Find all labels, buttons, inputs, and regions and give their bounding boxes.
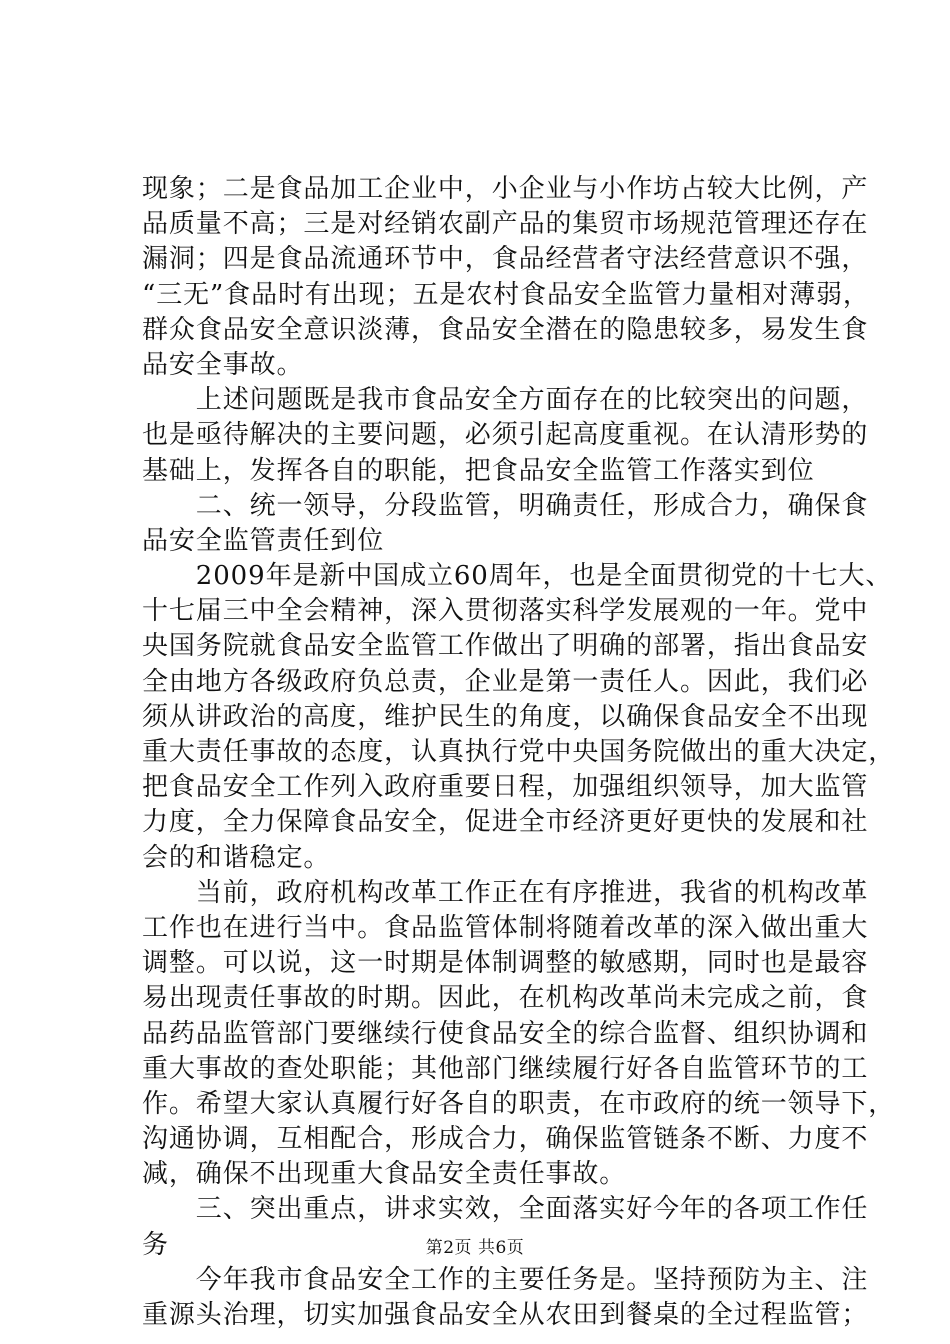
text-line: 上述问题既是我市食品安全方面存在的比较突出的问题， bbox=[142, 385, 869, 416]
text-line: 须从讲政治的高度，维护民生的角度，以确保食品安全不出现 bbox=[142, 701, 869, 732]
section-heading-line: 品安全监管责任到位 bbox=[142, 525, 385, 556]
text-line: 重源头治理，切实加强食品安全从农田到餐桌的全过程监管； bbox=[142, 1300, 869, 1330]
text-line: 央国务院就食品安全监管工作做出了明确的部署，指出食品安 bbox=[142, 631, 869, 662]
text-line: 基础上，发挥各自的职能，把食品安全监管工作落实到位 bbox=[142, 455, 815, 486]
text-line: 重大事故的查处职能；其他部门继续履行好各自监管环节的工 bbox=[142, 1053, 869, 1084]
text-line: 2009年是新中国成立60周年，也是全面贯彻党的十七大、 bbox=[142, 561, 893, 592]
text-line: 品药品监管部门要继续行使食品安全的综合监督、组织协调和 bbox=[142, 1018, 869, 1049]
section-heading-line: 二、统一领导，分段监管，明确责任，形成合力，确保食 bbox=[142, 490, 869, 521]
text-line: 漏洞；四是食品流通环节中，食品经营者守法经营意识不强， bbox=[142, 244, 869, 275]
section-heading-line: 务 bbox=[142, 1229, 169, 1260]
text-line: 十七届三中全会精神，深入贯彻落实科学发展观的一年。党中 bbox=[142, 596, 869, 627]
text-line: 也是亟待解决的主要问题，必须引起高度重视。在认清形势的 bbox=[142, 420, 869, 451]
text-line: 会的和谐稳定。 bbox=[142, 842, 331, 873]
text-line: 品质量不高；三是对经销农副产品的集贸市场规范管理还存在 bbox=[142, 209, 869, 240]
text-line: 调整。可以说，这一时期是体制调整的敏感期，同时也是最容 bbox=[142, 948, 869, 979]
text-line: 减，确保不出现重大食品安全责任事故。 bbox=[142, 1159, 627, 1190]
text-line: 沟通协调，互相配合，形成合力，确保监管链条不断、力度不 bbox=[142, 1124, 869, 1155]
text-line: 现象；二是食品加工企业中，小企业与小作坊占较大比例，产 bbox=[142, 174, 869, 204]
text-line: 把食品安全工作列入政府重要日程，加强组织领导，加大监管 bbox=[142, 772, 869, 803]
text-line: 今年我市食品安全工作的主要任务是。坚持预防为主、注 bbox=[142, 1264, 869, 1295]
text-line: 品安全事故。 bbox=[142, 349, 304, 380]
text-line: 力度，全力保障食品安全，促进全市经济更好更快的发展和社 bbox=[142, 807, 869, 838]
text-line: 易出现责任事故的时期。因此，在机构改革尚未完成之前，食 bbox=[142, 983, 869, 1014]
text-line: “三无”食品时有出现；五是农村食品安全监管力量相对薄弱， bbox=[142, 279, 870, 310]
text-line: 全由地方各级政府负总责，企业是第一责任人。因此，我们必 bbox=[142, 666, 869, 697]
section-heading-line: 三、突出重点，讲求实效，全面落实好今年的各项工作任 bbox=[142, 1194, 869, 1225]
page-number-footer: 第2页 共6页 bbox=[425, 1238, 525, 1258]
text-line: 作。希望大家认真履行好各自的职责，在市政府的统一领导下， bbox=[142, 1088, 896, 1119]
text-line: 当前，政府机构改革工作正在有序推进，我省的机构改革 bbox=[142, 877, 869, 908]
text-line: 群众食品安全意识淡薄，食品安全潜在的隐患较多，易发生食 bbox=[142, 314, 869, 345]
document-body bbox=[142, 172, 896, 1333]
text-line: 重大责任事故的态度，认真执行党中央国务院做出的重大决定， bbox=[142, 737, 896, 767]
text-line: 工作也在进行当中。食品监管体制将随着改革的深入做出重大 bbox=[142, 912, 869, 943]
